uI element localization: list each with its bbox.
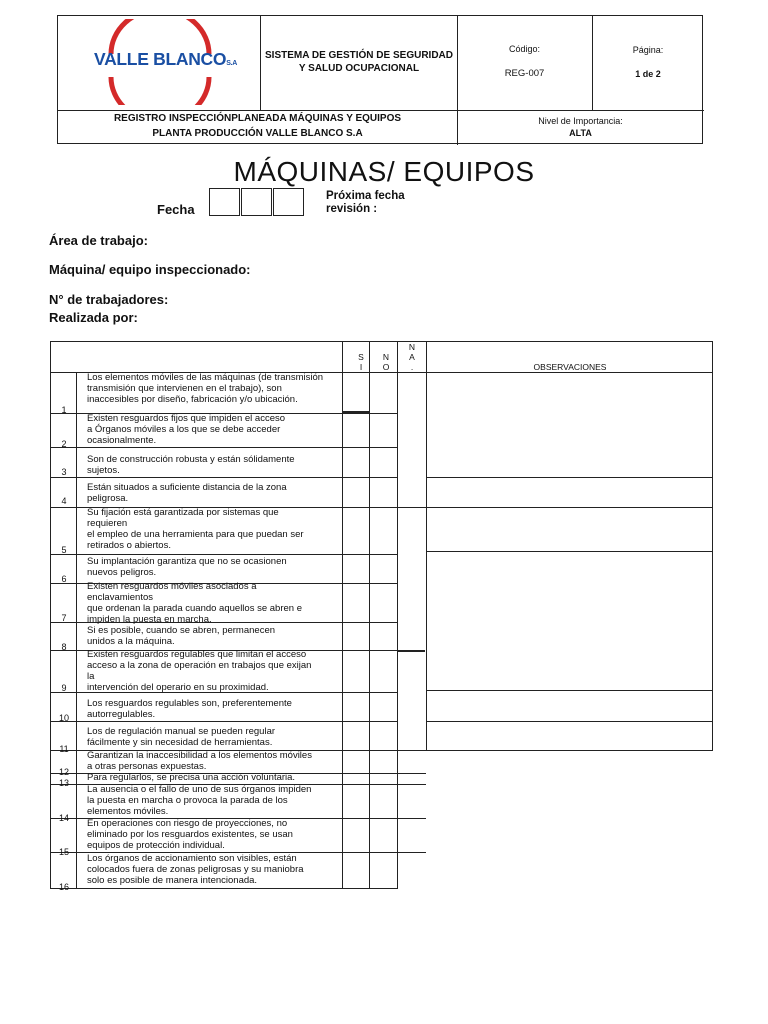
checkbox-cell-no[interactable] xyxy=(370,478,397,507)
observation-field[interactable] xyxy=(427,552,712,690)
checkbox-cell-na[interactable] xyxy=(398,785,426,818)
checkbox-cell-no[interactable] xyxy=(370,774,397,784)
form-title: MÁQUINAS/ EQUIPOS xyxy=(233,156,535,187)
checkbox-cell-si[interactable] xyxy=(343,478,369,507)
row-question: Su fijación está garantizada por sistemas que requieren el empleo de una herramienta para que puedan ser retirados o abiertos. xyxy=(87,507,304,551)
checkbox-cell-na[interactable] xyxy=(398,478,426,507)
checkbox-cell-no[interactable] xyxy=(370,722,397,750)
grid-line xyxy=(50,888,398,889)
col-si-header: S I xyxy=(358,352,364,372)
checkbox-cell-no[interactable] xyxy=(370,555,397,583)
document-header xyxy=(57,15,703,144)
logo-text: VALLE BLANCOS.A xyxy=(94,49,237,69)
row-number: 14 xyxy=(58,813,69,823)
row-number: 4 xyxy=(61,496,67,506)
fecha-year-box[interactable] xyxy=(273,188,304,216)
observation-field[interactable] xyxy=(427,722,712,750)
checkbox-cell-na[interactable] xyxy=(398,584,426,622)
row-number: 16 xyxy=(58,882,69,892)
importance-label: Nivel de Importancia: xyxy=(538,116,623,126)
checkbox-cell-si[interactable] xyxy=(343,584,369,622)
row-number: 15 xyxy=(58,847,69,857)
performed-by-label: Realizada por: xyxy=(49,310,138,325)
checkbox-cell-na[interactable] xyxy=(398,623,426,650)
checkbox-cell-si[interactable] xyxy=(343,722,369,750)
checkbox-cell-no[interactable] xyxy=(370,751,397,773)
col-no-header: N O xyxy=(382,352,390,372)
row-question: En operaciones con riesgo de proyecciones, no eliminado por los resguardos existentes, se usan equipos de protección individual. xyxy=(87,818,293,851)
system-title: SISTEMA DE GESTIÓN DE SEGURIDAD Y SALUD OCUPACIONAL xyxy=(265,50,453,74)
row-question: Garantizan la inaccesibilidad a los elementos móviles a otras personas expuestas. xyxy=(87,750,312,772)
checkbox-cell-si[interactable] xyxy=(343,623,369,650)
fecha-label: Fecha xyxy=(157,202,195,217)
checkbox-cell-no[interactable] xyxy=(370,785,397,818)
row-question: Existen resguardos regulables que limitan el acceso acceso a la zona de operación en trabajos que exijan la intervención del operario en su proximidad. xyxy=(87,649,312,693)
row-number: 1 xyxy=(61,405,67,415)
row-number: 2 xyxy=(61,439,67,449)
checkbox-cell-no[interactable] xyxy=(370,623,397,650)
row-number: 8 xyxy=(61,642,67,652)
checkbox-cell-si[interactable] xyxy=(343,853,369,888)
col-na-header: N A . xyxy=(408,342,416,372)
row-question: La ausencia o el fallo de uno de sus órganos impiden la puesta en marcha o provoca la parada de los elementos móviles. xyxy=(87,784,312,817)
checkbox-cell-si[interactable] xyxy=(343,751,369,773)
checkbox-cell-na[interactable] xyxy=(398,508,426,554)
row-number: 6 xyxy=(61,574,67,584)
row-question: Existen resguardos móviles asociados a enclavamientos que ordenan la parada cuando aquellos se abren e impiden la puesta en marcha. xyxy=(87,581,302,625)
row-number: 11 xyxy=(59,744,69,754)
checkbox-cell-na[interactable] xyxy=(398,853,426,888)
checkbox-cell-si[interactable] xyxy=(343,774,369,784)
checkbox-cell-si[interactable] xyxy=(343,785,369,818)
row-question: Los resguardos regulables son, preferentemente autorregulables. xyxy=(87,698,292,720)
checkbox-cell-si[interactable] xyxy=(343,651,369,692)
checkbox-cell-na[interactable] xyxy=(398,448,426,477)
machine-label: Máquina/ equipo inspeccionado: xyxy=(49,262,251,277)
code-value: REG-007 xyxy=(504,68,545,79)
page-value: 1 de 2 xyxy=(635,69,661,79)
page-label: Página: xyxy=(632,45,664,55)
checkbox-cell-no[interactable] xyxy=(370,693,397,721)
checkbox-cell-na[interactable] xyxy=(398,819,426,852)
checkbox-cell-no[interactable] xyxy=(370,853,397,888)
row-question: Están situados a suficiente distancia de la zona peligrosa. xyxy=(87,482,287,504)
observation-field[interactable] xyxy=(427,508,712,551)
row-question: Existen resguardos fijos que impiden el acceso a Órganos móviles a los que se debe acceder ocasionalmente. xyxy=(87,413,286,446)
checkbox-cell-si[interactable] xyxy=(343,819,369,852)
observation-field[interactable] xyxy=(427,691,712,721)
row-number: 5 xyxy=(61,545,67,555)
checkbox-cell-no[interactable] xyxy=(370,584,397,622)
fecha-day-box[interactable] xyxy=(209,188,240,216)
checkbox-cell-no[interactable] xyxy=(370,373,397,413)
row-question: Su implantación garantiza que no se ocasionen nuevos peligros. xyxy=(87,556,287,578)
row-question: Para regularlos, se precisa una acción voluntaria. xyxy=(87,772,296,783)
checkbox-cell-na[interactable] xyxy=(398,555,426,583)
checkbox-cell-no[interactable] xyxy=(370,819,397,852)
checkbox-cell-na[interactable] xyxy=(398,373,426,413)
area-label: Área de trabajo: xyxy=(49,233,148,248)
row-number: 12 xyxy=(58,767,69,777)
next-review-label: Próxima fecha revisión : xyxy=(326,190,405,215)
checkbox-cell-na[interactable] xyxy=(398,414,426,447)
checkbox-cell-na[interactable] xyxy=(398,693,426,721)
row-number: 3 xyxy=(61,467,67,477)
checkbox-cell-na[interactable] xyxy=(398,722,426,750)
checkbox-cell-no[interactable] xyxy=(370,508,397,554)
row-number: 10 xyxy=(58,713,69,723)
checkbox-cell-si[interactable] xyxy=(343,448,369,477)
checkbox-cell-si[interactable] xyxy=(343,555,369,583)
checkbox-cell-si[interactable] xyxy=(343,508,369,554)
checkbox-cell-na[interactable] xyxy=(398,774,426,784)
checkbox-cell-no[interactable] xyxy=(370,448,397,477)
row-number: 7 xyxy=(61,613,67,623)
row-number: 13 xyxy=(58,778,69,788)
workers-label: N° de trabajadores: xyxy=(49,292,169,307)
checkbox-cell-si[interactable] xyxy=(343,373,369,413)
observation-field[interactable] xyxy=(427,478,712,507)
checkbox-cell-si[interactable] xyxy=(343,693,369,721)
row-number: 9 xyxy=(61,683,67,693)
code-label: Código: xyxy=(508,44,541,54)
row-question: Si es posible, cuando se abren, permanecen unidos a la máquina. xyxy=(87,625,276,647)
checkbox-cell-na[interactable] xyxy=(398,651,426,692)
fecha-month-box[interactable] xyxy=(241,188,272,216)
checkbox-cell-si[interactable] xyxy=(343,414,369,447)
col-observaciones-header: OBSERVACIONES xyxy=(533,362,607,372)
checklist-table xyxy=(50,341,713,892)
row-question: Son de construcción robusta y están sólidamente sujetos. xyxy=(87,454,295,476)
checkbox-cell-no[interactable] xyxy=(370,651,397,692)
grid-line xyxy=(426,750,713,751)
row-question: Los de regulación manual se pueden regular fácilmente y sin necesidad de herramientas. xyxy=(87,726,276,748)
importance-value: ALTA xyxy=(569,128,592,138)
observation-field[interactable] xyxy=(427,373,712,477)
checkbox-cell-no[interactable] xyxy=(370,414,397,447)
row-question: Los elementos móviles de las máquinas (de transmisión transmisión que intervienen en el trabajo), son inaccesibles por diseño, fabricación y/o ubicación. xyxy=(87,372,324,405)
registry-title: REGISTRO INSPECCIÓNPLANEADA MÁQUINAS Y EQUIPOS PLANTA PRODUCCIÓN VALLE BLANCO S.A xyxy=(113,113,402,139)
row-question: Los órganos de accionamiento son visibles, están colocados fuera de zonas peligrosas y su maniobra solo es posible de manera intencionada. xyxy=(87,853,304,886)
checkbox-cell-na[interactable] xyxy=(398,751,426,773)
